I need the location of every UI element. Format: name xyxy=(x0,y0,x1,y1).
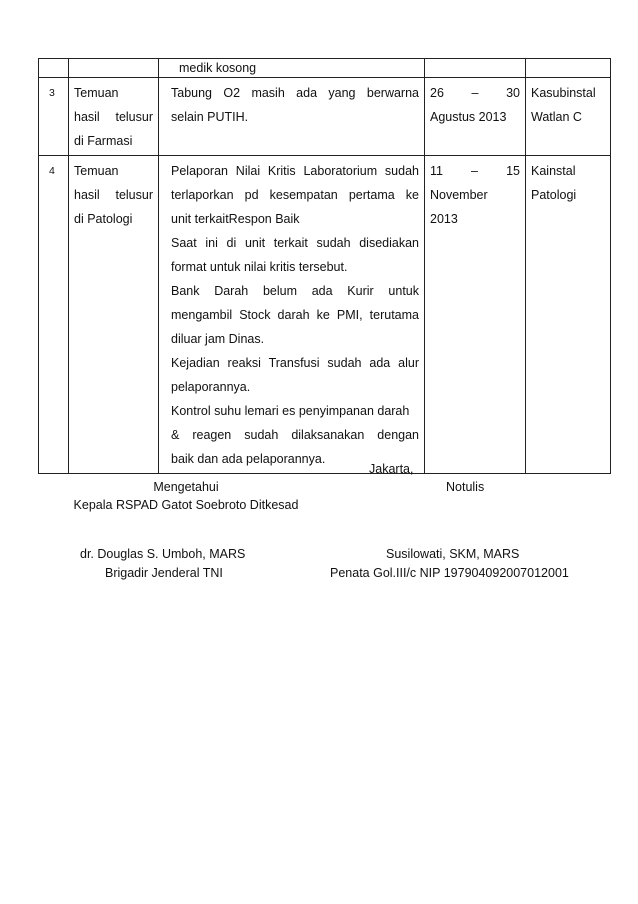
cell-desc xyxy=(159,78,425,156)
desc-line: Bank Darah belum ada Kurir untuk xyxy=(171,284,419,298)
topic-line: hasil telusur xyxy=(74,188,153,202)
topic-line: hasil telusur xyxy=(74,110,153,124)
desc-line: Kejadian reaksi Transfusi sudah ada alur xyxy=(171,356,419,370)
topic-line: Temuan xyxy=(74,86,119,100)
cell-desc xyxy=(159,59,425,78)
cell-date xyxy=(425,59,526,78)
date-line: November xyxy=(430,188,488,202)
left-signatory-role: Mengetahui xyxy=(153,480,219,494)
right-signatory-name: Susilowati, SKM, MARS xyxy=(386,547,520,561)
pic-line: Watlan C xyxy=(531,110,582,124)
desc-line: & reagen sudah dilaksanakan dengan xyxy=(171,428,419,442)
date-line: 11 – 15 xyxy=(430,164,520,178)
desc-line: baik dan ada pelaporannya. xyxy=(171,452,326,466)
date-line: 2013 xyxy=(430,212,458,226)
desc-line: Saat ini di unit terkait sudah disediakan xyxy=(171,236,419,250)
date-line: Agustus 2013 xyxy=(430,110,507,124)
pic-line: Patologi xyxy=(531,188,577,202)
desc-line: diluar jam Dinas. xyxy=(171,332,265,346)
left-signatory-name: dr. Douglas S. Umboh, MARS xyxy=(80,547,246,561)
continuation-text: medik kosong xyxy=(179,61,257,75)
topic-line: di Patologi xyxy=(74,212,133,226)
cell-pic xyxy=(526,78,611,156)
topic-line: di Farmasi xyxy=(74,134,133,148)
cell-desc xyxy=(159,156,425,474)
minutes-table xyxy=(38,58,611,474)
desc-line: Pelaporan Nilai Kritis Laboratorium sudah xyxy=(171,164,419,178)
desc-line: mengambil Stock darah ke PMI, terutama xyxy=(171,308,419,322)
signature-place: Jakarta, xyxy=(369,462,414,476)
cell-date xyxy=(425,78,526,156)
table-row xyxy=(39,156,611,474)
cell-topic xyxy=(69,156,159,474)
date-line: 26 – 30 xyxy=(430,86,520,100)
cell-date xyxy=(425,156,526,474)
desc-line: Kontrol suhu lemari es penyimpanan darah xyxy=(171,404,410,418)
desc-line: selain PUTIH. xyxy=(171,110,249,124)
desc-line: pelaporannya. xyxy=(171,380,251,394)
pic-line: Kainstal xyxy=(531,164,576,178)
desc-line: terlaporkan pd kesempatan pertama ke xyxy=(171,188,419,202)
left-signatory-title: Kepala RSPAD Gatot Soebroto Ditkesad xyxy=(73,498,299,512)
right-signatory-role: Notulis xyxy=(446,480,485,494)
table-row xyxy=(39,59,611,78)
topic-line: Temuan xyxy=(74,164,119,178)
cell-pic xyxy=(526,59,611,78)
desc-line: format untuk nilai kritis tersebut. xyxy=(171,260,348,274)
left-signatory-rank: Brigadir Jenderal TNI xyxy=(105,566,223,580)
desc-line: Tabung O2 masih ada yang berwarna xyxy=(171,86,419,100)
row-number: 3 xyxy=(39,78,69,156)
cell-pic xyxy=(526,156,611,474)
table-row xyxy=(39,78,611,156)
row-number: 4 xyxy=(39,156,69,474)
pic-line: Kasubinstal xyxy=(531,86,596,100)
cell-topic xyxy=(69,78,159,156)
right-signatory-rank: Penata Gol.III/c NIP 197904092007012001 xyxy=(330,566,569,580)
cell-no xyxy=(39,59,69,78)
cell-topic xyxy=(69,59,159,78)
desc-line: unit terkaitRespon Baik xyxy=(171,212,300,226)
